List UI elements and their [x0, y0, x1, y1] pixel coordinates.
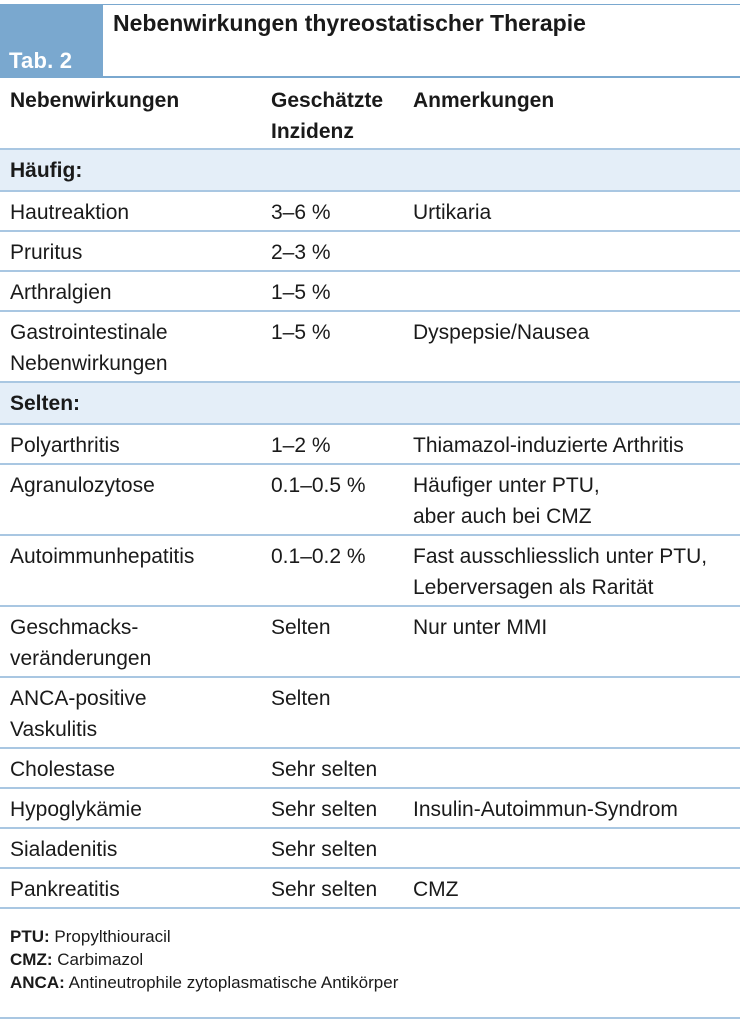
section-label: Häufig:: [10, 159, 83, 182]
incidence-cell-line: 0.1–0.2 %: [271, 545, 366, 568]
note-cell-line: aber auch bei CMZ: [413, 505, 592, 528]
side-effect-cell-line: Hautreaktion: [10, 201, 130, 224]
table-row: [0, 536, 740, 607]
incidence-cell-line: Sehr selten: [271, 758, 378, 781]
note-cell: [404, 678, 740, 683]
section-label: Selten:: [10, 392, 81, 415]
side-effect-cell: [0, 869, 262, 905]
side-effect-cell-line: Autoimmunhepatitis: [10, 545, 195, 568]
incidence-cell-line: Sehr selten: [271, 878, 378, 901]
title-bottom-rule: [103, 76, 740, 78]
incidence-cell: [262, 749, 404, 785]
note-cell-line: Fast ausschliesslich unter PTU,: [413, 545, 708, 568]
note-cell-line: Nur unter MMI: [413, 616, 548, 639]
column-header-incidence: [262, 80, 404, 147]
side-effects-table: [0, 80, 740, 909]
side-effect-cell-line: Hypoglykämie: [10, 798, 142, 821]
incidence-cell-line: 0.1–0.5 %: [271, 474, 366, 497]
side-effect-cell: [0, 749, 262, 785]
note-cell: [404, 272, 740, 277]
table-row: [0, 465, 740, 536]
side-effect-cell-line: Geschmacks-: [10, 616, 139, 639]
table-number: Tab. 2: [9, 48, 73, 73]
footnote: [10, 971, 730, 994]
footnote-abbreviation: ANCA:: [10, 973, 65, 992]
incidence-cell: [262, 192, 404, 228]
incidence-cell-line: 2–3 %: [271, 241, 331, 264]
side-effect-cell: [0, 192, 262, 228]
column-header-effects-line: Nebenwirkungen: [10, 89, 180, 112]
column-header-notes: [404, 80, 740, 116]
table-row: [0, 789, 740, 829]
side-effect-cell: [0, 536, 262, 572]
incidence-cell: [262, 272, 404, 308]
table-row: [0, 232, 740, 272]
table-row: [0, 829, 740, 869]
side-effect-cell-line: veränderungen: [10, 647, 152, 670]
incidence-cell-line: Sehr selten: [271, 838, 378, 861]
section-header-row: [0, 383, 740, 425]
side-effect-cell: [0, 465, 262, 501]
note-cell: [404, 232, 740, 237]
incidence-cell: [262, 678, 404, 714]
footnote-text: Antineutrophile zytoplasmatische Antikörper: [68, 973, 399, 992]
incidence-cell: [262, 536, 404, 572]
table-row: [0, 869, 740, 909]
incidence-cell: [262, 465, 404, 501]
incidence-cell-line: 3–6 %: [271, 201, 331, 224]
incidence-cell-line: Selten: [271, 616, 331, 639]
side-effect-cell: [0, 678, 262, 745]
table-number-badge: [0, 4, 103, 78]
side-effect-cell: [0, 607, 262, 674]
footnote-text: Carbimazol: [57, 950, 144, 969]
note-cell-line: Leberversagen als Rarität: [413, 576, 654, 599]
footnote: [10, 925, 730, 948]
side-effect-cell-line: Pruritus: [10, 241, 83, 264]
table-row: [0, 272, 740, 312]
incidence-cell-line: 1–5 %: [271, 281, 331, 304]
side-effect-cell-line: Arthralgien: [10, 281, 112, 304]
note-cell: [404, 829, 740, 834]
incidence-cell-line: 1–5 %: [271, 321, 331, 344]
side-effect-cell-line: Agranulozytose: [10, 474, 155, 497]
side-effect-cell: [0, 425, 262, 461]
note-cell-line: Urtikaria: [413, 201, 492, 224]
side-effect-cell-line: Vaskulitis: [10, 718, 98, 741]
table-row: [0, 607, 740, 678]
table-row: [0, 678, 740, 749]
side-effect-cell-line: Pankreatitis: [10, 878, 120, 901]
incidence-cell-line: Selten: [271, 687, 331, 710]
table-row: [0, 425, 740, 465]
note-cell-line: Insulin-Autoimmun-Syndrom: [413, 798, 678, 821]
note-cell-line: Dyspepsie/Nausea: [413, 321, 590, 344]
note-cell: [404, 312, 740, 348]
incidence-cell: [262, 312, 404, 348]
incidence-cell-line: Sehr selten: [271, 798, 378, 821]
title-area: [103, 4, 740, 78]
table-row: [0, 749, 740, 789]
incidence-cell: [262, 232, 404, 268]
section-header-row: [0, 150, 740, 192]
side-effect-cell: [0, 789, 262, 825]
table-header-row: [0, 80, 740, 150]
footnote-text: Propylthiouracil: [54, 927, 171, 946]
footnote-abbreviation: PTU:: [10, 927, 50, 946]
incidence-cell-line: 1–2 %: [271, 434, 331, 457]
incidence-cell: [262, 829, 404, 865]
side-effect-cell-line: Gastrointestinale: [10, 321, 168, 344]
note-cell-line: Häufiger unter PTU,: [413, 474, 600, 497]
side-effect-cell-line: Sialadenitis: [10, 838, 118, 861]
table-row: [0, 312, 740, 383]
side-effect-cell-line: Cholestase: [10, 758, 116, 781]
footnote: [10, 948, 730, 971]
footnotes: [10, 925, 730, 994]
incidence-cell: [262, 869, 404, 905]
note-cell: [404, 869, 740, 905]
table-row: [0, 192, 740, 232]
note-cell: [404, 789, 740, 825]
column-header-incidence-line: Geschätzte: [271, 89, 384, 112]
side-effect-cell-line: Polyarthritis: [10, 434, 120, 457]
note-cell: [404, 536, 740, 603]
side-effect-cell: [0, 829, 262, 865]
side-effect-cell-line: ANCA-positive: [10, 687, 147, 710]
table-title: Nebenwirkungen thyreostatischer Therapie: [113, 10, 586, 36]
note-cell: [404, 607, 740, 643]
side-effect-cell-line: Nebenwirkungen: [10, 352, 168, 375]
note-cell: [404, 465, 740, 532]
column-header-incidence-line: Inzidenz: [271, 120, 354, 143]
side-effect-cell: [0, 312, 262, 379]
note-cell-line: CMZ: [413, 878, 459, 901]
column-header-notes-line: Anmerkungen: [413, 89, 555, 112]
note-cell-line: Thiamazol-induzierte Arthritis: [413, 434, 684, 457]
note-cell: [404, 749, 740, 754]
column-header-effects: [0, 80, 262, 116]
side-effect-cell: [0, 232, 262, 268]
note-cell: [404, 425, 740, 461]
incidence-cell: [262, 607, 404, 643]
side-effect-cell: [0, 272, 262, 308]
incidence-cell: [262, 789, 404, 825]
footnote-abbreviation: CMZ:: [10, 950, 53, 969]
note-cell: [404, 192, 740, 228]
bottom-rule: [0, 1017, 740, 1019]
incidence-cell: [262, 425, 404, 461]
